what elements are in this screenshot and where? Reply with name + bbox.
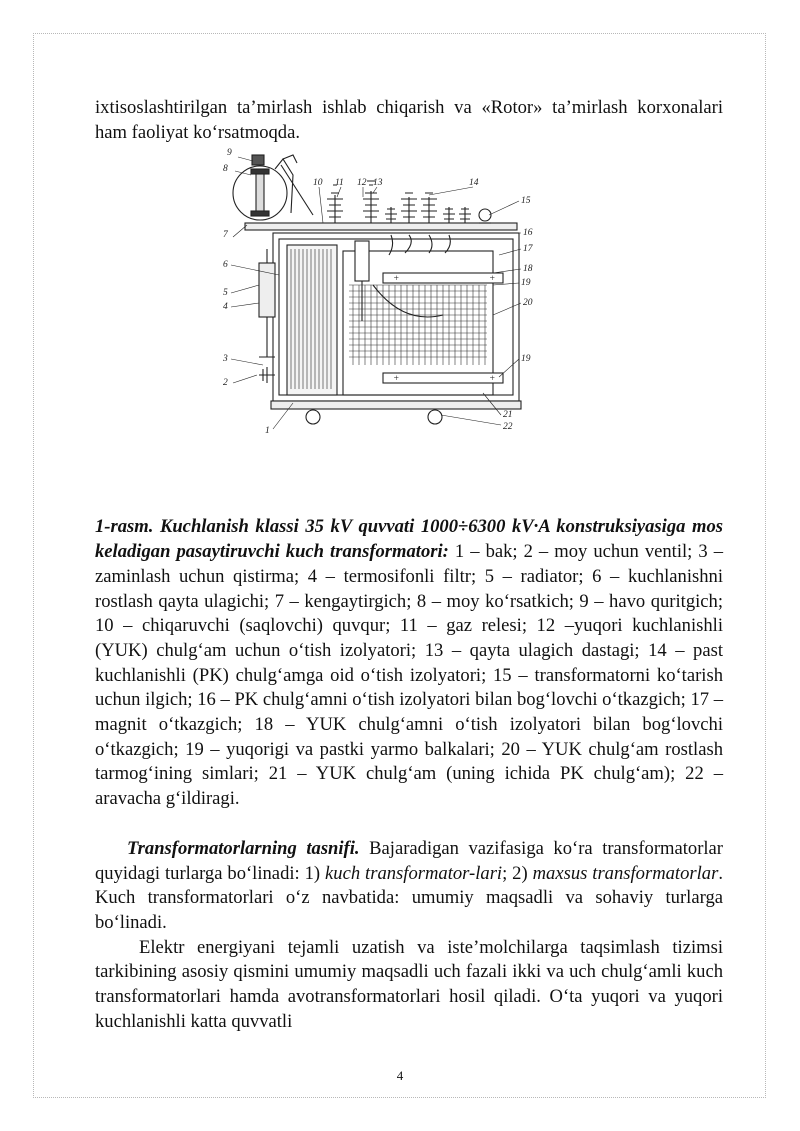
para1-text-1: Bajaradigan vazifasiga ko‘ra transformatorlar quyidagi turlarga bo‘linadi: 1): [95, 837, 723, 884]
paragraph-gap: [95, 812, 723, 837]
fig-label-5: 5: [223, 288, 228, 299]
para1-text-2: ; 2): [502, 862, 533, 884]
fig-label-13: 13: [373, 178, 383, 189]
svg-text:+: +: [489, 274, 496, 285]
energy-paragraph: Elektr energiyani tejamli uzatish va iste’molchilarga taqsimlash tizimsi tarkibining asosiy qismini umumiy maqsadli uch fazali ikki va uch chulg‘amli kuch transformatorlari hamda avotransformatorlari hosil qiladi. O‘ta yuqori va yuqori kuchlanishli katta quvvatli: [95, 936, 723, 1032]
transformer-figure: [95, 145, 723, 515]
section-heading: Transformatorlarning tasnifi.: [127, 837, 360, 859]
svg-text:+: +: [393, 374, 400, 385]
page-content: [95, 96, 723, 1034]
fig-label-6: 6: [223, 260, 228, 271]
caption-body: 1 – bak; 2 – moy uchun ventil; 3 – zaminlash uchun qistirma; 4 – termosifonli filtr; 5 – radiator; 6 – kuchlanishni rostlash qayta ulagichi; 7 – kengaytirgich; 8 – moy ko‘rsatkich; 9 – havo quritgich; 10 – chiqaruvchi (saqlovchi) quvqur; 11 – gaz relesi; 12 –yuqori kuchlanishli (YUK) chulg‘am uchun o‘tish izolyatori; 13 – qayta ulagich dastagi; 14 – past kuchlanishli (PK) chulg‘amga oid o‘tish izolyatori; 15 – transformatorni ko‘tarish uchun ilgich; 16 – PK chulg‘amni o‘tish izolyatori bilan bog‘lovchi o‘tkazgich; 17 – magnit o‘tkazgich; 18 – YUK chulg‘amni o‘tish izolyatori bilan bog‘lovchi o‘tkazgich; 19 – yuqorigi va pastki yarmo balkalari; 20 – YUK chulg‘am rostlash tarmog‘ining simlari; 21 – YUK chulg‘am (uning ichida PK chulg‘am); 22 – aravacha g‘ildiragi.: [95, 541, 723, 810]
caption-title: 1-rasm. Kuchlanish klassi 35 kV quvvati 1000÷6300 kV·A konstruksiyasiga mos keladigan pasaytiruvchi kuch transformatori:: [95, 516, 723, 563]
fig-label-11: 11: [335, 178, 344, 189]
fig-label-4: 4: [223, 302, 228, 313]
fig-label-21: 21: [503, 410, 513, 421]
svg-text:+: +: [489, 374, 496, 385]
fig-label-18: 18: [523, 264, 533, 275]
transformer-diagram: [223, 145, 553, 515]
para1-italic-2: maxsus transformatorlar: [532, 862, 719, 884]
fig-label-19-bottom: 19: [521, 354, 531, 365]
fig-label-7: 7: [223, 230, 228, 241]
fig-label-14: 14: [469, 178, 479, 189]
fig-label-8: 8: [223, 164, 228, 175]
fig-label-17: 17: [523, 244, 533, 255]
fig-label-2: 2: [223, 378, 228, 389]
fig-label-19-top: 19: [521, 278, 531, 289]
lv-bushings: [385, 207, 471, 223]
page-number: 4: [396, 1068, 404, 1083]
svg-text:+: +: [393, 274, 400, 285]
fig-label-1: 1: [265, 426, 270, 437]
para1-text-3: . Kuch transformatorlari o‘z navbatida: umumiy maqsadli va sohaviy turlarga bo‘linadi.: [95, 862, 723, 933]
fig-label-22: 22: [503, 422, 513, 433]
fig-label-9: 9: [227, 148, 232, 159]
intro-paragraph: ixtisoslashtirilgan ta’mirlash ishlab chiqarish va «Rotor» ta’mirlash korxonalari ham faoliyat ko‘rsatmoqda.: [95, 97, 723, 143]
fig-label-10: 10: [313, 178, 323, 189]
fig-label-16: 16: [523, 228, 533, 239]
classification-paragraph: [95, 837, 723, 936]
figure-caption: [95, 515, 723, 811]
fig-label-15: 15: [521, 196, 531, 207]
para1-italic-1: kuch transformator-lari: [325, 862, 503, 884]
fig-label-20: 20: [523, 298, 533, 309]
fig-label-12: 12: [357, 178, 367, 189]
fig-label-3: 3: [223, 354, 228, 365]
